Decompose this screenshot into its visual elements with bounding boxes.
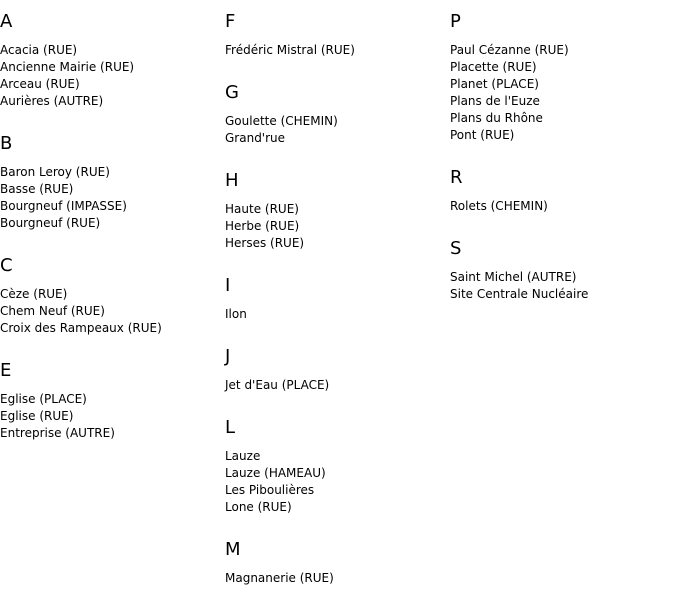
street-item[interactable] — [450, 269, 675, 286]
street-link[interactable]: Baron Leroy (RUE) — [0, 165, 110, 179]
street-item[interactable] — [225, 130, 450, 147]
street-item[interactable] — [0, 391, 225, 408]
letter-heading: G — [225, 82, 239, 103]
street-item[interactable] — [0, 164, 225, 181]
letter-heading: A — [0, 11, 13, 32]
street-link[interactable]: Cèze (RUE) — [0, 287, 68, 301]
street-link[interactable]: Ancienne Mairie (RUE) — [0, 60, 135, 74]
street-item[interactable] — [0, 215, 225, 232]
letter-heading: M — [225, 539, 241, 560]
street-link[interactable]: Lone (RUE) — [225, 500, 292, 514]
street-item[interactable] — [0, 425, 225, 442]
street-list — [0, 42, 225, 110]
letter-heading: C — [0, 255, 13, 276]
street-item[interactable] — [450, 286, 675, 303]
street-item[interactable] — [225, 42, 450, 59]
letter-group-r — [450, 168, 675, 215]
street-link[interactable]: Rolets (CHEMIN) — [450, 199, 548, 213]
street-item[interactable] — [0, 198, 225, 215]
street-link[interactable]: Planet (PLACE) — [450, 77, 539, 91]
street-link[interactable]: Magnanerie (RUE) — [225, 571, 334, 585]
street-item[interactable] — [0, 286, 225, 303]
letter-heading: B — [0, 133, 13, 154]
street-list — [225, 377, 450, 394]
street-item[interactable] — [0, 59, 225, 76]
street-item[interactable] — [450, 42, 675, 59]
street-link[interactable]: Aurières (AUTRE) — [0, 94, 104, 108]
street-link[interactable]: Lauze — [225, 449, 261, 463]
street-item[interactable] — [0, 320, 225, 337]
street-item[interactable] — [450, 59, 675, 76]
street-link[interactable]: Eglise (RUE) — [0, 409, 74, 423]
street-item[interactable] — [0, 76, 225, 93]
street-item[interactable] — [225, 218, 450, 235]
street-list — [225, 201, 450, 252]
street-item[interactable] — [225, 201, 450, 218]
letter-heading: J — [225, 346, 231, 367]
street-link[interactable]: Ilon — [225, 307, 247, 321]
street-item[interactable] — [450, 110, 675, 127]
street-link[interactable]: Bourgneuf (IMPASSE) — [0, 199, 127, 213]
street-link[interactable]: Grand'rue — [225, 131, 286, 145]
street-link[interactable]: Site Centrale Nucléaire — [450, 287, 589, 301]
letter-group-a — [0, 12, 225, 110]
letter-heading: F — [225, 11, 236, 32]
street-link[interactable]: Paul Cézanne (RUE) — [450, 43, 569, 57]
letter-group-h — [225, 171, 450, 252]
letter-group-p — [450, 12, 675, 144]
letter-heading: R — [450, 167, 463, 188]
street-link[interactable]: Lauze (HAMEAU) — [225, 466, 326, 480]
street-link[interactable]: Acacia (RUE) — [0, 43, 78, 57]
street-list — [225, 306, 450, 323]
letter-heading: S — [450, 238, 462, 259]
letter-heading: I — [225, 275, 231, 296]
street-item[interactable] — [225, 465, 450, 482]
street-link[interactable]: Goulette (CHEMIN) — [225, 114, 338, 128]
street-link[interactable]: Herbe (RUE) — [225, 219, 300, 233]
street-column — [225, 0, 450, 587]
street-item[interactable] — [0, 408, 225, 425]
letter-heading: H — [225, 170, 239, 191]
street-item[interactable] — [450, 93, 675, 110]
street-link[interactable]: Basse (RUE) — [0, 182, 74, 196]
street-list — [450, 198, 675, 215]
street-link[interactable]: Bourgneuf (RUE) — [0, 216, 101, 230]
street-list — [225, 448, 450, 516]
street-list — [0, 286, 225, 337]
street-item[interactable] — [225, 482, 450, 499]
letter-group-e — [0, 361, 225, 442]
street-item[interactable] — [225, 113, 450, 130]
street-item[interactable] — [225, 377, 450, 394]
street-item[interactable] — [450, 127, 675, 144]
letter-group-s — [450, 239, 675, 303]
street-link[interactable]: Eglise (PLACE) — [0, 392, 87, 406]
street-list — [225, 42, 450, 59]
street-link[interactable]: Plans de l'Euze — [450, 94, 540, 108]
street-link[interactable]: Frédéric Mistral (RUE) — [225, 43, 355, 57]
street-list — [225, 113, 450, 147]
street-item[interactable] — [450, 76, 675, 93]
street-link[interactable]: Entreprise (AUTRE) — [0, 426, 115, 440]
street-list — [0, 391, 225, 442]
street-list — [0, 164, 225, 232]
street-list — [450, 269, 675, 303]
street-item[interactable] — [0, 181, 225, 198]
letter-group-l — [225, 418, 450, 516]
letter-group-i — [225, 276, 450, 323]
letter-group-b — [0, 134, 225, 232]
street-link[interactable]: Haute (RUE) — [225, 202, 299, 216]
street-link[interactable]: Plans du Rhône — [450, 111, 543, 125]
letter-heading: L — [225, 417, 236, 438]
street-link[interactable]: Jet d'Eau (PLACE) — [225, 378, 330, 392]
street-list — [450, 42, 675, 144]
street-column — [450, 0, 675, 303]
letter-heading: E — [0, 360, 12, 381]
letter-group-j — [225, 347, 450, 394]
street-list — [225, 570, 450, 587]
street-link[interactable]: Pont (RUE) — [450, 128, 515, 142]
street-item[interactable] — [0, 303, 225, 320]
street-item[interactable] — [0, 42, 225, 59]
street-item[interactable] — [225, 306, 450, 323]
street-link[interactable]: Placette (RUE) — [450, 60, 537, 74]
street-item[interactable] — [225, 570, 450, 587]
letter-heading: P — [450, 11, 461, 32]
street-item[interactable] — [225, 499, 450, 516]
street-link[interactable]: Arceau (RUE) — [0, 77, 80, 91]
street-link[interactable]: Chem Neuf (RUE) — [0, 304, 105, 318]
letter-group-c — [0, 256, 225, 337]
letter-group-m — [225, 540, 450, 587]
street-item[interactable] — [225, 235, 450, 252]
letter-group-f — [225, 12, 450, 59]
street-link[interactable]: Croix des Rampeaux (RUE) — [0, 321, 162, 335]
street-item[interactable] — [450, 198, 675, 215]
street-item[interactable] — [225, 448, 450, 465]
street-column — [0, 0, 225, 442]
street-link[interactable]: Herses (RUE) — [225, 236, 305, 250]
street-link[interactable]: Saint Michel (AUTRE) — [450, 270, 577, 284]
street-item[interactable] — [0, 93, 225, 110]
letter-group-g — [225, 83, 450, 147]
street-link[interactable]: Les Piboulières — [225, 483, 315, 497]
